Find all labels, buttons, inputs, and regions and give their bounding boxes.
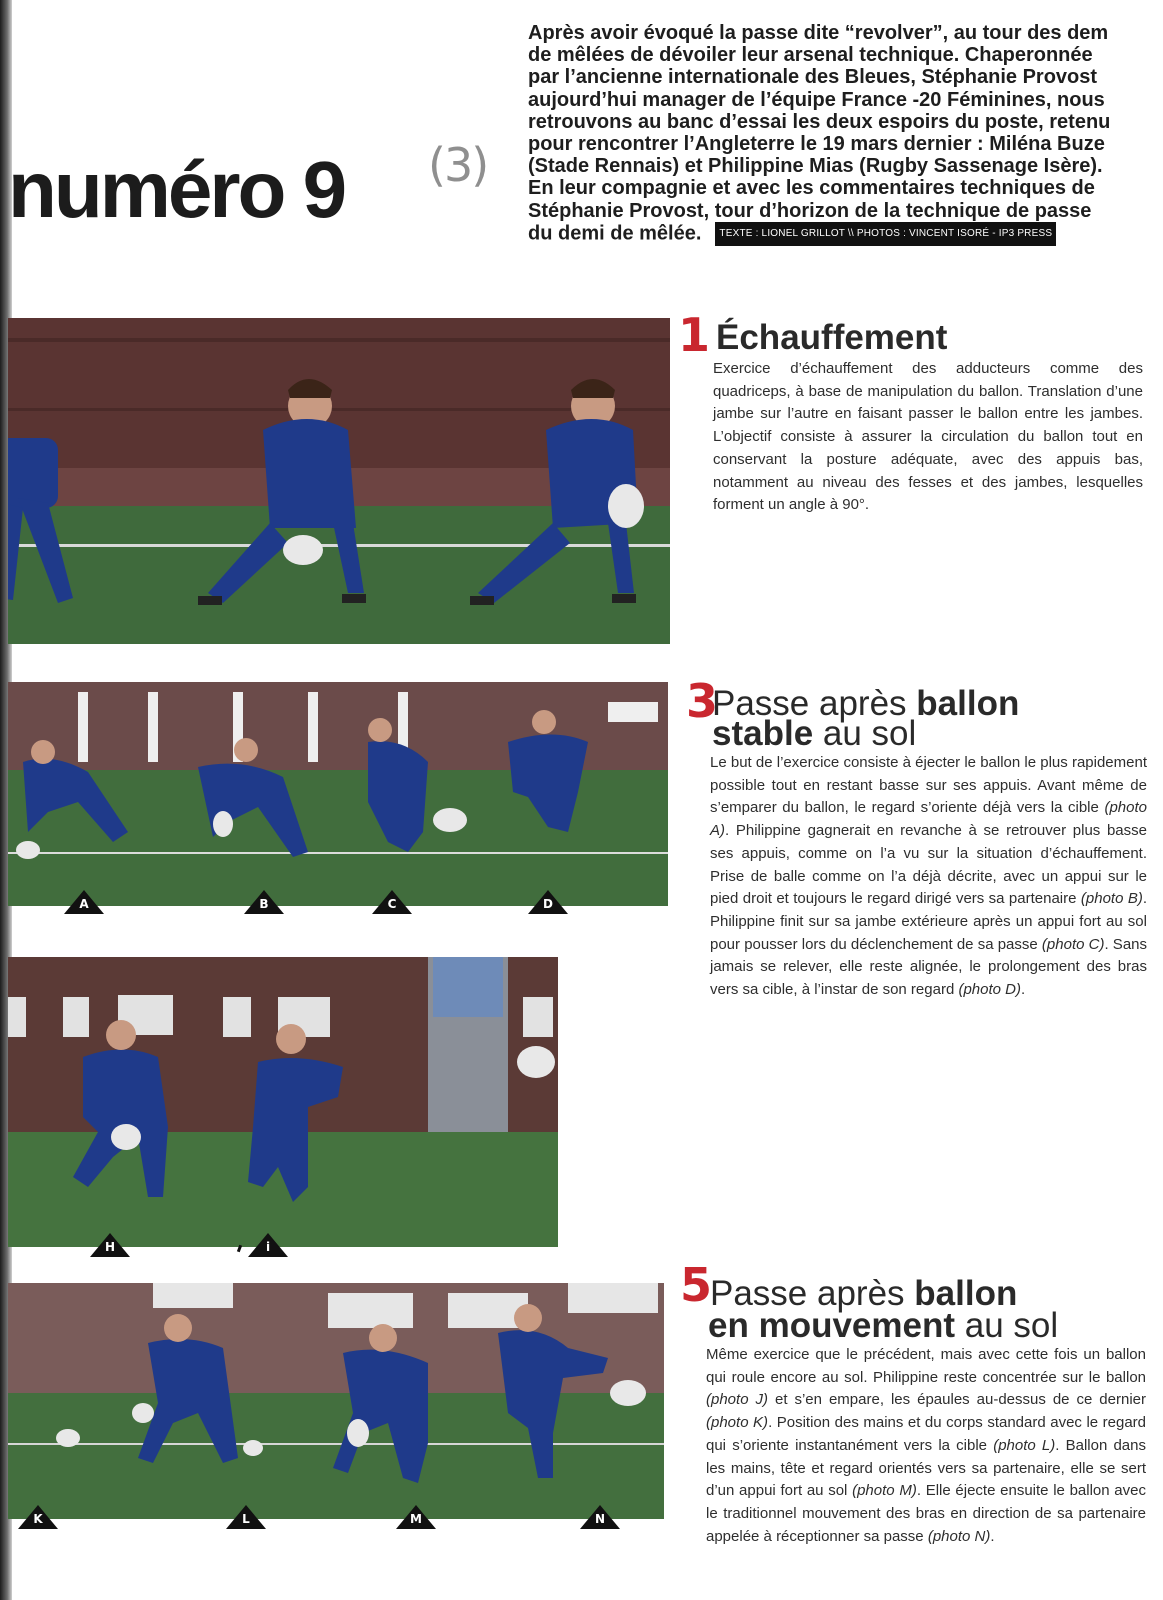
section-3-title-a: Passe après <box>712 684 917 723</box>
section-3-title-c: stable <box>712 714 814 753</box>
page-title: numéro 9 <box>8 145 345 234</box>
section-5-title-c: en mouvement <box>708 1306 955 1345</box>
intro-line: retrouvons au banc d’essai les deux espoirs du poste, retenu <box>528 110 1111 133</box>
section-1-title <box>716 318 948 357</box>
photo-credit: TEXTE : LIONEL GRILLOT \\ PHOTOS : VINCENT ISORÉ - IP3 PRESS <box>715 222 1056 246</box>
photo-label-marker <box>226 1505 266 1529</box>
photo-label-marker <box>580 1505 620 1529</box>
section-3-title-line-2 <box>712 714 917 753</box>
intro-line <box>528 222 1163 246</box>
section-1-title-text: Échauffement <box>716 318 948 357</box>
section-1-body: Exercice d’échauffement des adducteurs comme des quadriceps, à base de manipulation du ballon. Translation d’une jambe sur l’autre en faisant passer le ballon entre les jambes. L’objectif consiste à assurer la circulation du ballon tout en conservant la posture adéquate, avec des appuis bas, notamment au niveau des fesses et des jambes, lesquelles forment un angle à 90°. <box>713 360 1143 514</box>
intro-line: par l’ancienne internationale des Bleues, Stéphanie Provost <box>528 66 1098 89</box>
photo-warmup <box>8 318 670 644</box>
photo-sequence-k-n <box>8 1283 664 1519</box>
intro-line: En leur compagnie et avec les commentaires techniques de <box>528 177 1095 200</box>
intro-line: de mêlées de dévoiler leur arsenal technique. Chaperonnée <box>528 44 1093 67</box>
intro-line: pour rencontrer l’Angleterre le 19 mars dernier : Miléna Buze <box>528 133 1105 156</box>
section-5-title-a: Passe après <box>710 1274 915 1313</box>
photo-label-marker <box>18 1505 58 1529</box>
section-5-title-d: au sol <box>955 1306 1059 1345</box>
photo-label-marker <box>64 890 104 914</box>
photo-sequence-h-i <box>8 957 558 1247</box>
photo-label: K <box>33 1512 43 1526</box>
photo-label: B <box>259 897 269 911</box>
section-3-number: 3 <box>686 674 719 728</box>
section-5-title-line-2 <box>708 1306 1059 1345</box>
photo-label: i <box>265 1240 271 1254</box>
photo-label: H <box>104 1240 116 1254</box>
intro-paragraph <box>528 22 1163 246</box>
section-5-number: 5 <box>680 1258 713 1312</box>
intro-last-text: du demi de mêlée. <box>528 222 702 245</box>
print-speck <box>237 1245 242 1253</box>
intro-line: Après avoir évoqué la passe dite “revolver”, au tour des dem <box>528 22 1109 44</box>
section-3-body: Le but de l’exercice consiste à éjecter le ballon le plus rapidement possible tout en restant basse sur ses appuis. Avant même de s’emparer du ballon, le regard s’oriente déjà vers la cible (photo A). Philippine gagnerait en revanche à se retrouver plus basse ses appuis, comme on l’a vu sur la situation d’échauffement. Prise de balle comme on l’a déjà décrite, avec un appui sur le pied droit et toujours le regard dirigé vers sa partenaire (photo B). Philippine finit sur sa jambe extérieure après un appui fort au sol pour pousser lors du déclenchement de sa passe (photo C). Sans jamais se relever, elle reste alignée, le prolongement des bras vers sa cible, à l’instar de son regard (photo D). <box>710 754 1147 999</box>
section-3-title-d: au sol <box>813 714 917 753</box>
photo-label: C <box>387 897 397 911</box>
photo-label-marker <box>528 890 568 914</box>
photo-label: D <box>543 897 553 911</box>
intro-line: aujourd’hui manager de l’équipe France -20 Féminines, nous <box>528 88 1105 111</box>
section-3-title-b: ballon <box>916 684 1020 723</box>
intro-line: (Stade Rennais) et Philippine Mias (Rugby Sassenage Isère). <box>528 155 1103 178</box>
photo-label: M <box>410 1512 422 1526</box>
section-5-body: Même exercice que le précédent, mais avec cette fois un ballon qui roule encore au sol. Philippine reste concentrée sur le ballon (photo J) et s’en empare, les épaules au-dessus de ce dernier (photo K). Position des mains et du corps standard avec le regard qui s’oriente instantanément vers la cible (photo L). Ballon dans les mains, tête et regard orientés vers sa partenaire, elle se sert d’un appui fort au sol (photo M). Elle éjecte ensuite le ballon avec le traditionnel mouvement des bras en direction de sa partenaire appelée à réceptionner sa passe (photo N). <box>706 1346 1146 1545</box>
section-1-number: 1 <box>678 308 711 362</box>
photo-sequence-a-d <box>8 682 668 906</box>
photo-label-marker <box>372 890 412 914</box>
photo-label-marker <box>90 1233 130 1257</box>
photo-label-marker <box>396 1505 436 1529</box>
photo-label: N <box>594 1512 606 1526</box>
photo-label-marker <box>244 890 284 914</box>
section-5-title-b: ballon <box>914 1274 1018 1313</box>
photo-label: A <box>79 897 89 911</box>
photo-label-marker <box>248 1233 288 1257</box>
photo-label: L <box>242 1512 250 1526</box>
intro-line: Stéphanie Provost, tour d’horizon de la technique de passe <box>528 199 1092 222</box>
page-title-part-number: (3) <box>428 138 488 192</box>
